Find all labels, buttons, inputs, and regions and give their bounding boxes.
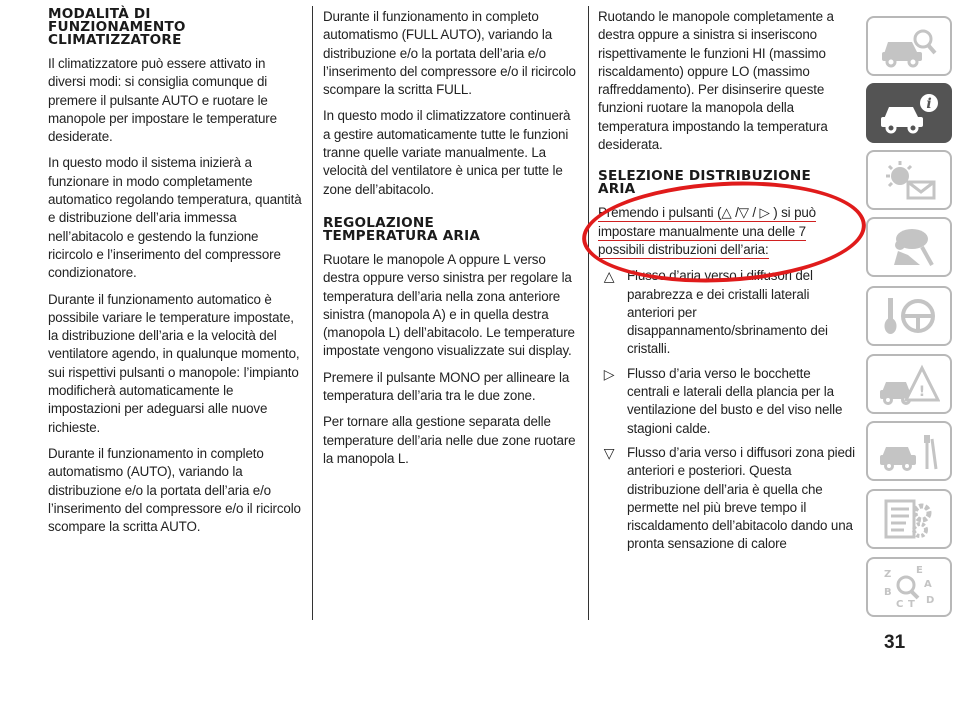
- index-letter: T: [908, 599, 915, 609]
- triangle-down-icon: ▽: [603, 444, 615, 461]
- car-warning-icon: [878, 362, 940, 406]
- paragraph: Ruotare le manopole A oppure L verso destra oppure verso sinistra per regolare la temperatura dell’aria nella zona anteriore sinistra (manopola A) e in quella destra (manopola L) dell’abitacolo. Le temperature impostate vengono visualizzate sui display.: [323, 251, 575, 359]
- paragraph: Durante il funzionamento in completo automatismo (FULL AUTO), variando la distribuzione e/o la portata dell’aria e/o l’inserimento del compressore e/o il ricircolo scompare la scritta FULL.: [323, 9, 576, 98]
- paragraph: Durante il funzionamento automatico è possibile variare le temperature impostate, la distribuzione dell’aria e la velocità del ventilatore agendo, in qualunque momento, sui rispettivi pulsanti o manopole: l’impianto modificherà automaticamente le impostazioni per adeguarsi alle nuove richieste.: [48, 291, 300, 435]
- list-item-text: Flusso d’aria verso i diffusori del parabrezza e dei cristalli laterali anteriori per disappannamento/sbrinamento dei cristalli.: [627, 268, 828, 357]
- column-2: [323, 8, 581, 476]
- page-number: 31: [884, 632, 906, 653]
- tab-key-steering[interactable]: [866, 286, 952, 346]
- column-separator: [588, 6, 589, 620]
- column-3: [598, 8, 856, 560]
- tab-light-message[interactable]: [866, 150, 952, 210]
- index-letter: C: [896, 599, 904, 609]
- light-message-icon: [878, 158, 940, 202]
- paragraph: Il climatizzatore può essere attivato in diversi modi: si consiglia comunque di premere il pulsante AUTO e ruotare le manopole per impostare le temperature desiderate.: [48, 56, 277, 145]
- index-letter: Z: [884, 569, 892, 580]
- column-1: [48, 8, 304, 544]
- heading-regolazione-temperatura: REGOLAZIONE TEMPERATURA ARIA: [323, 214, 481, 244]
- key-steering-icon: [878, 294, 940, 338]
- car-search-icon: [878, 24, 940, 68]
- paragraph: In questo modo il sistema inizierà a funzionare in modo completamente automatico regolando temperatura, quantità e distribuzione dell’aria immessa nell’abitacolo e gestendo la funzione ricircolo e l’inserimento del compressore condizionatore.: [48, 155, 302, 281]
- tab-car-info[interactable]: [866, 83, 952, 143]
- document-gear-icon: [878, 497, 940, 541]
- svg-text:i: i: [926, 96, 932, 112]
- index-letter: D: [926, 595, 935, 606]
- paragraph: In questo modo il climatizzatore continuerà a gestire automaticamente tutte le funzioni tranne quelle variate manualmente. La velocità del ventilatore è unica per tutte le zone dell’abitacolo.: [323, 108, 571, 197]
- column-separator: [312, 6, 313, 620]
- heading-selezione-distribuzione: SELEZIONE DISTRIBUZIONE ARIA: [598, 168, 811, 198]
- tab-airbag-seat[interactable]: [866, 217, 952, 277]
- svg-text:!: !: [918, 384, 926, 400]
- list-item-text: Flusso d’aria verso i diffusori zona piedi anteriori e posteriori. Questa distribuzione dell’aria è quella che permette nel più breve tempo il riscaldamento dell’abitacolo dando una pronta sensazione di calore: [627, 444, 855, 552]
- list-item-windscreen: [598, 267, 856, 358]
- index-letter: B: [884, 587, 892, 598]
- tab-car-warning[interactable]: [866, 354, 952, 414]
- tab-car-tools[interactable]: [866, 421, 952, 481]
- index-letter: A: [924, 579, 932, 590]
- intro-line: impostare manualmente una delle 7: [598, 223, 806, 239]
- car-tools-icon: [878, 429, 940, 473]
- intro-line: Premendo i pulsanti (△ /▽ / ▷ ) si può: [598, 205, 816, 221]
- index-letter: E: [916, 565, 923, 576]
- list-item-text: Flusso d’aria verso le bocchette centrali e laterali della plancia per la ventilazione del busto e del viso nelle stagioni calde.: [627, 365, 843, 436]
- tab-car-search[interactable]: [866, 16, 952, 76]
- triangle-right-icon: ▷: [603, 365, 615, 382]
- paragraph: Per tornare alla gestione separata delle temperature dell’aria nelle due zone ruotare la manopola L.: [323, 414, 576, 466]
- list-item-vents: [598, 365, 856, 438]
- alphabet-index-icon: [878, 565, 940, 609]
- triangle-up-icon: △: [603, 268, 615, 285]
- tab-document-gear[interactable]: [866, 489, 952, 549]
- intro-paragraph: [598, 204, 856, 259]
- paragraph: Ruotando le manopole completamente a destra oppure a sinistra si inseriscono rispettivamente le funzioni HI (massimo riscaldamento) oppure LO (massimo raffreddamento). Per disinserire queste funzioni ruotare la manopola della temperatura impostando la temperatura desiderata.: [598, 9, 834, 153]
- heading-modalita-funzionamento: MODALITÀ DI FUNZIONAMENTO CLIMATIZZATORE: [48, 6, 186, 48]
- tab-alphabet-index[interactable]: [866, 557, 952, 617]
- paragraph: Premere il pulsante MONO per allineare la temperatura dell’aria tra le due zone.: [323, 369, 570, 404]
- paragraph: Durante il funzionamento in completo automatismo (AUTO), variando la distribuzione e/o la portata dell’aria e/o l’inserimento del compressore e/o il ricircolo scompare la scritta AUTO.: [48, 445, 301, 535]
- list-item-feet: [598, 444, 856, 554]
- car-info-icon: [878, 91, 940, 135]
- intro-line: possibili distribuzioni dell’aria:: [598, 241, 769, 257]
- airbag-seat-icon: [878, 225, 940, 269]
